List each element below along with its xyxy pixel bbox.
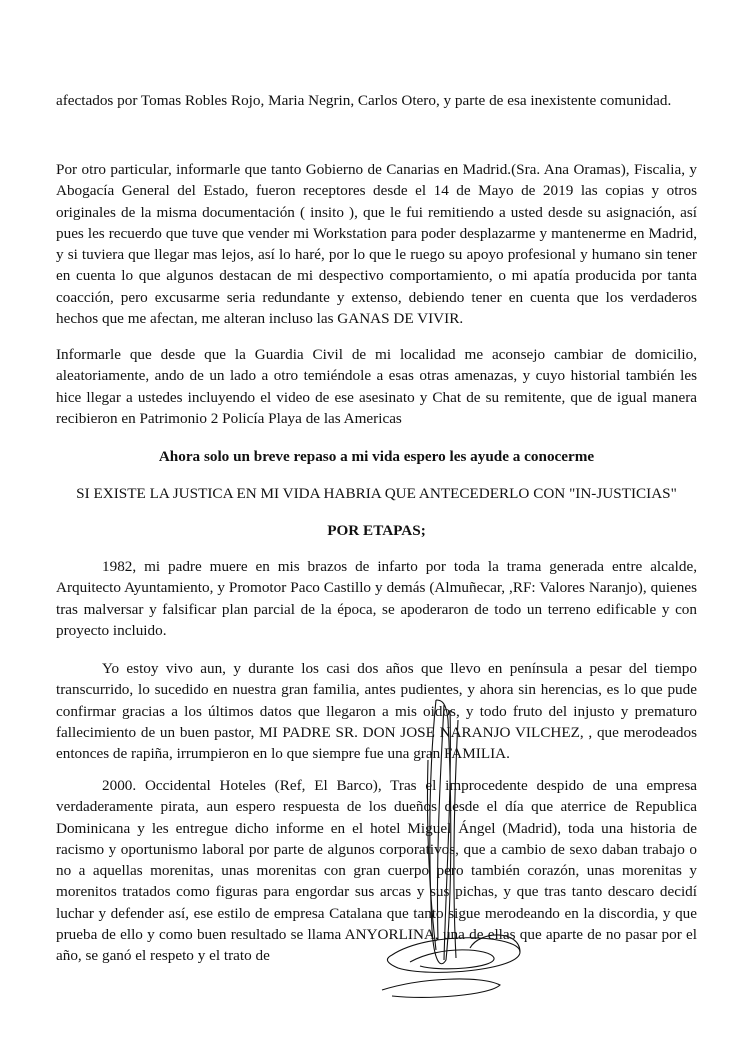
heading-por-etapas: POR ETAPAS;: [327, 522, 426, 539]
paragraph-still-alive: Yo estoy vivo aun, y durante los casi dos años que llevo en península a pesar del tiempo transcurrido, lo sucedido en nuestra gran familia, antes pudientes, y ahora sin herencias, es lo que pude confirmar gracias a los últimos datos que llegaron a mis oidos, y todo fruto del injusto y prematuro fallecimiento de un buen pastor, MI PADRE SR. DON JOSE NARANJO VILCHEZ, , que merodeados entonces de rapiña, irrumpieron en lo que siempre fue una gran FAMILIA.: [56, 660, 697, 763]
paragraph-documentation-sent: Por otro particular, informarle que tanto Gobierno de Canarias en Madrid.(Sra. Ana Oramas), Fiscalia, y Abogacía General del Estado, fueron receptores desde el 14 de Mayo de 2019 las copias y otros originales de la misma documentación ( insito ), que le fui remitiendo a usted desde su asignación, así pues les recuerdo que tuve que vender mi Workstation para poder desplazarme y mantenerme en Madrid, y si tuviera que llegar mas lejos, así lo haré, por lo que le ruego su apoyo profesional y humano sin tener en cuenta lo que algunos destacan de mi despectivo comportamiento, o mi apatía producida por tanta coacción, pero excusarme seria redundante y extenso, debiendo tener en cuenta que los verdaderos hechos que me afectan, me alteran incluso las GANAS DE VIVIR.: [56, 161, 697, 328]
paragraph-2000-occidental: 2000. Occidental Hoteles (Ref, El Barco), Tras el improcedente despido de una empresa verdaderamente pirata, aun espero respuesta de los dueños desde el día que aterrice de Republica Dominicana y les entregue dicho informe en el hotel Miguel Ángel (Madrid), toda una historia de racismo y oportunismo laboral por parte de algunos corporativos, que a cambio de sexo daban trabajo o no a aquellas morenitas, unas morenitas con gran cuerpo pero también corazón, unas morenitas y morenitos tratados como figuras para engordar sus arcas y sus pichas, y que tras tanto descaro decidí luchar y defender así, ese estilo de empresa Catalana que tanto sigue merodeando en la discordia, y que prueba de ello y como buen resultado se llama ANYORLINA, una de ellas que aparte de no pasar por el año, se ganó el respeto y el trato de: [56, 777, 697, 965]
heading-life-review: Ahora solo un breve repaso a mi vida espero les ayude a conocerme: [158, 448, 595, 465]
paragraph-1982: 1982, mi padre muere en mis brazos de infarto por toda la trama generada entre alcalde, Arquitecto Ayuntamiento, y Promotor Paco Castillo y demás (Almuñecar, ,RF: Valores Naranjo), quienes tras malversar y falsificar plan parcial de la época, se apoderaron de todo un terreno edificable y con proyecto incluido.: [56, 558, 697, 639]
paragraph-guardia-civil: Informarle que desde que la Guardia Civil de mi localidad me aconsejo cambiar de domicilio, aleatoriamente, ando de un lado a otro temiéndole a esas otras amenazas, y cuyo historial también les hice llegar a ustedes incluyendo el video de ese asesinato y Chat de su remitente, que de igual manera recibieron en Patrimonio 2 Policía Playa de las Americas: [56, 346, 697, 427]
heading-justice: SI EXISTE LA JUSTICA EN MI VIDA HABRIA QUE ANTECEDERLO CON "IN-JUSTICIAS": [76, 485, 677, 502]
paragraph-affected-parties: afectados por Tomas Robles Rojo, Maria Negrin, Carlos Otero, y parte de esa inexistente comunidad.: [56, 92, 672, 109]
